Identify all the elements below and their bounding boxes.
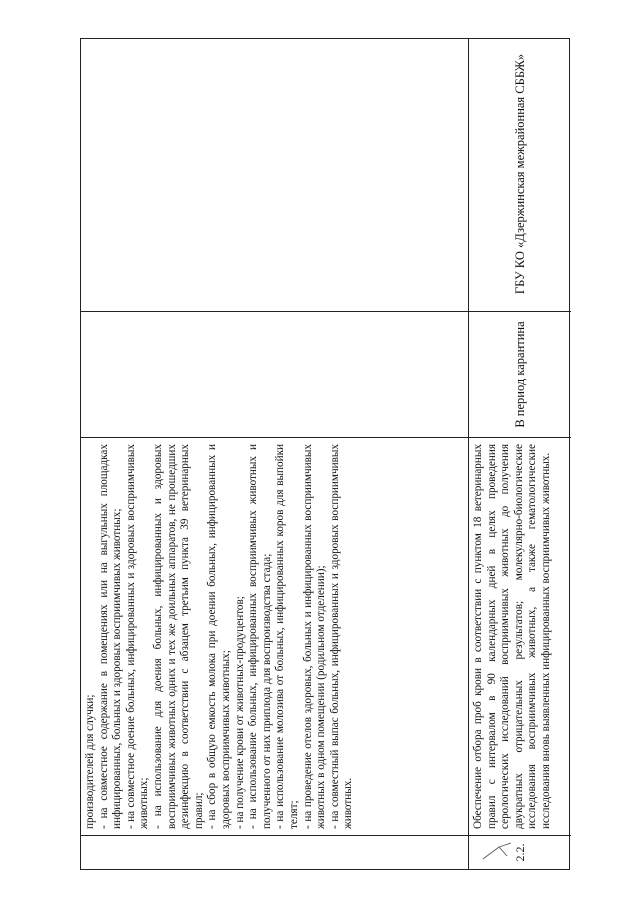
term-cell: [469, 311, 571, 437]
row-number: 2.2.: [512, 843, 527, 862]
responsible-cell: [469, 37, 571, 311]
text-line: - на совместное доение больных, инфицированных и здоровых восприимчивых животных;: [124, 444, 151, 829]
text-line: - на получение крови от животных-продуцентов;: [233, 596, 246, 829]
action-cell: [469, 437, 571, 835]
text-line: производителей для случки;: [84, 694, 96, 829]
term-cell: [81, 311, 468, 437]
action-cell: [81, 437, 468, 835]
responsible-cell: [81, 37, 468, 311]
term-text: В период карантина: [512, 321, 527, 428]
text-line: - на сбор в общую емкость молока при доении больных, инфицированных и здоровых восприимчивых животных;: [206, 444, 232, 829]
text-line: - на совместный выпас больных, инфицированных и здоровых восприимчивых животных.: [328, 444, 355, 829]
number-cell: [469, 835, 571, 869]
prohibitions-text: [84, 444, 356, 829]
text-line: - на использование молозива от больных, инфицированных коров для выпойки телят;: [274, 444, 300, 829]
text-line: - на проведение отелов здоровых, больных и инфицированных восприимчивых животных в одном помещении (родильном отделении);: [301, 444, 328, 829]
text-line: - на совместное содержание в помещениях или на выгульных площадках инфицированных, больных и здоровых восприимчивых животных;: [97, 444, 124, 829]
number-cell: [81, 835, 468, 869]
table-row: [469, 39, 571, 869]
table-row: [81, 39, 469, 869]
text-line: - на использование для доения больных, инфицированных и здоровых восприимчивых животных одних и тех же доильных аппаратов, не прошедших дезинфекцию в соответствии с абзацем третьим пункта 39 ветеринарных правил;: [151, 444, 205, 829]
responsible-text: ГБУ КО «Дзержинская межрайонная СББЖ»: [512, 53, 527, 295]
measures-table: [80, 38, 570, 870]
action-text: Обеспечение отбора проб крови в соответствии с пунктом 18 ветеринарных правил с интервалом в 90 календарных дней в целях проведения серологических исследований восприимчивых животных до получения двукратных отрицательных результатов; молекулярно-биологические исследования восприимчивых животных, а также гематологические исследования вновь выявленных инфицированных восприимчивых животных.: [472, 444, 552, 829]
text-line: - на использование больных, инфицированных восприимчивых животных и полученного от них приплода для воспроизводства стада;: [247, 444, 273, 829]
